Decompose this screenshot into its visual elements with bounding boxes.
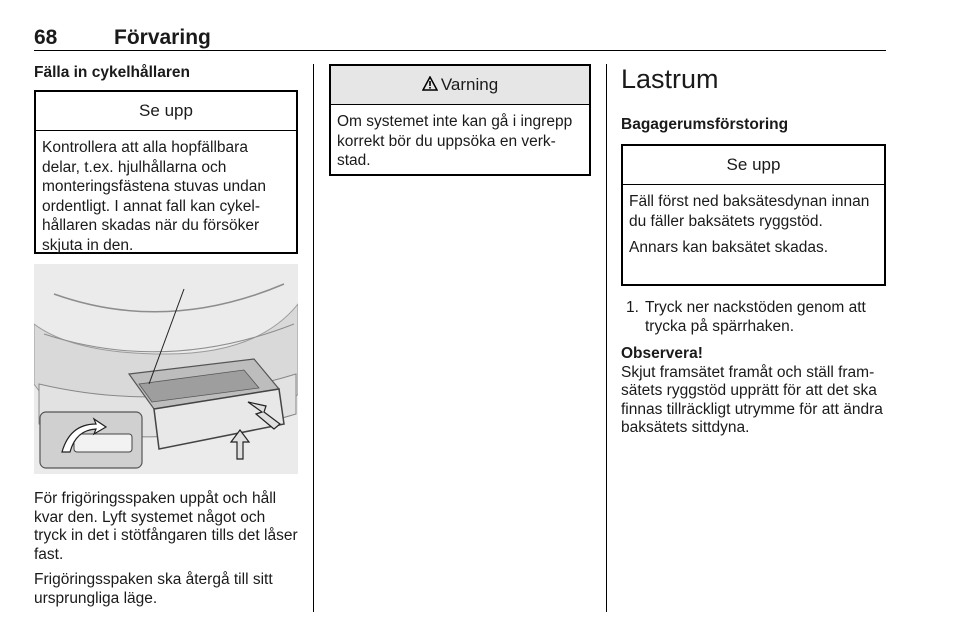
column-divider-2 xyxy=(606,64,607,612)
warning-title: Varning xyxy=(440,75,499,94)
list-item xyxy=(621,299,886,336)
instruction-paragraph-2: Frigöringsspaken ska återgå till sitt ursprungliga läge. xyxy=(34,571,273,607)
page-number: 68 xyxy=(34,26,58,49)
column-2 xyxy=(329,64,591,176)
caution-box xyxy=(34,90,298,254)
section-heading-cargo: Lastrum xyxy=(621,64,719,94)
warning-text: Om systemet inte kan gå i ingrepp korrekt bör du uppsöka en verkstad. xyxy=(337,113,573,169)
page-header xyxy=(34,26,886,52)
steps-list xyxy=(621,299,886,336)
page-title: Förvaring xyxy=(114,26,211,49)
caution-title-2: Se upp xyxy=(623,146,884,185)
column-1 xyxy=(34,64,298,608)
warning-body xyxy=(331,105,589,179)
section-heading-bike-carrier: Fälla in cykelhållaren xyxy=(34,64,190,81)
header-divider xyxy=(34,50,886,51)
caution-title: Se upp xyxy=(36,92,296,131)
caution-text: Kontrollera att alla hopfällbara delar, t.ex. hjulhållarna och monteringsfästena stuvas undan ordentligt. I annat fall kan cykelhållaren skadas när du försöker skjuta in den. xyxy=(42,139,267,254)
caution-text-2a: Fäll först ned baksätesdynan innan du fäller baksätets ryggstöd. xyxy=(629,193,870,230)
caution-text-2b: Annars kan baksätet skadas. xyxy=(629,239,829,256)
warning-triangle-icon xyxy=(422,76,438,95)
column-3 xyxy=(621,64,886,438)
caution-box-2 xyxy=(621,144,886,286)
caution-body xyxy=(36,131,296,263)
subsection-heading-luggage: Bagagerumsförstoring xyxy=(621,116,789,133)
bike-carrier-illustration xyxy=(34,264,298,474)
warning-box xyxy=(329,64,591,176)
caution-body-2 xyxy=(623,185,884,266)
step-text: Tryck ner nackstöden genom att trycka på spärrhaken. xyxy=(645,299,866,335)
note-title: Observera! xyxy=(621,345,703,362)
step-number: 1. xyxy=(626,299,639,316)
note-text: Skjut framsätet framåt och ställ framsätets ryggstöd upprätt för att det ska finnas tillräckligt utrymme för att ändra baksätets sittdyna. xyxy=(621,363,883,436)
column-divider-1 xyxy=(313,64,314,612)
warning-header xyxy=(331,66,589,105)
instruction-paragraph-1: För frigöringsspaken uppåt och håll kvar den. Lyft systemet något och tryck in det i stötfångaren tills det låser fast. xyxy=(34,490,298,563)
